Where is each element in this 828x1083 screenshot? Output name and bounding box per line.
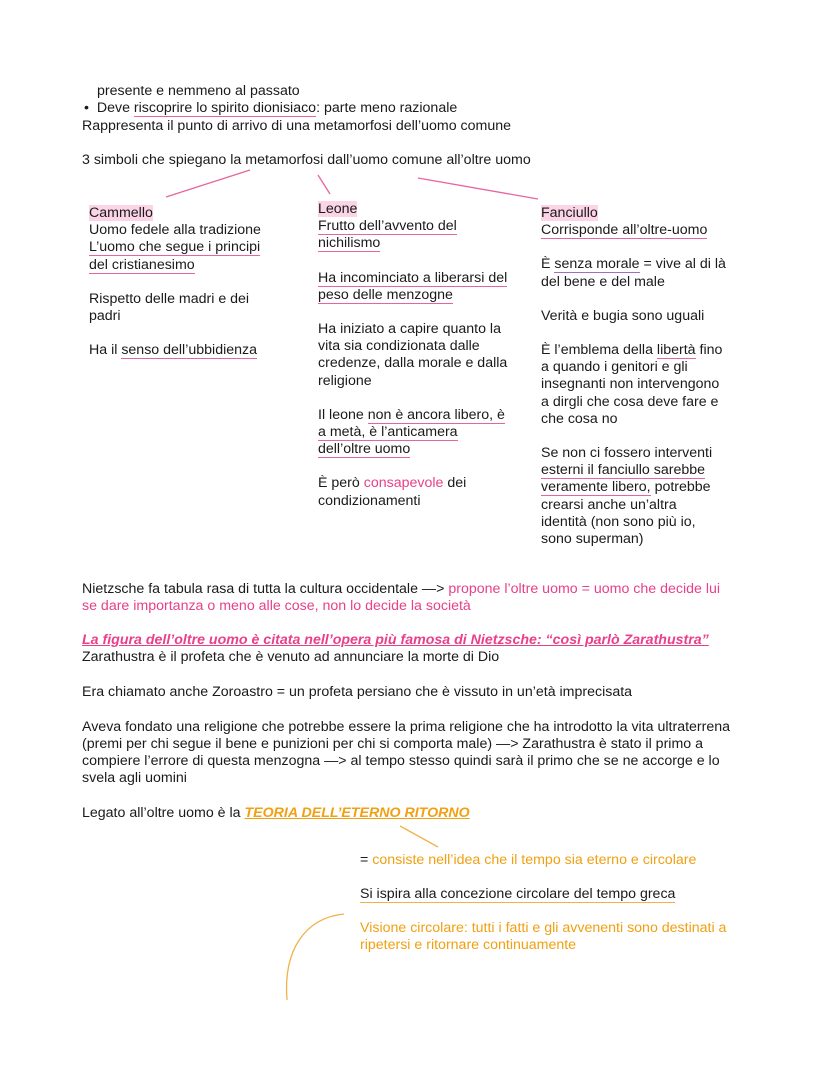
fanciullo-title: Fanciullo bbox=[541, 205, 598, 221]
cammello-column bbox=[89, 205, 261, 359]
fanciullo-l1: Corrisponde all’oltre-uomo bbox=[541, 222, 708, 239]
bullet-pre: Deve bbox=[96, 100, 134, 116]
leone-l6: vita sia condizionata dalle bbox=[318, 338, 480, 355]
zarathustra-heading: La figura dell’oltre uomo è citata nell’opera più famosa di Nietzsche: “così parlò Zarathustra” bbox=[82, 632, 709, 648]
leone-l3: Ha incominciato a liberarsi del bbox=[318, 269, 508, 286]
eterno-pre: Legato all’oltre uomo è la bbox=[82, 805, 245, 821]
fanciullo-l5b: libertà bbox=[656, 342, 696, 359]
fanciullo-l2c: = vive al di là bbox=[639, 256, 726, 273]
eterno-d4: ripetersi e ritornare continuamente bbox=[360, 937, 577, 953]
leone-title: Leone bbox=[318, 201, 358, 217]
leone-l1: Frutto dell’avvento del bbox=[318, 218, 457, 235]
bullet-post: : parte meno razionale bbox=[316, 100, 458, 116]
fanciullo-l3: del bene e del male bbox=[541, 273, 665, 290]
tabula-l1b: propone l’oltre uomo = uomo che decide lui bbox=[448, 581, 721, 597]
bullet-underlined: riscoprire lo spirito dionisiaco bbox=[133, 100, 317, 116]
zarathustra-l2: Era chiamato anche Zoroastro = un profeta persiano che è vissuto in un’età imprecisata bbox=[82, 684, 633, 700]
fanciullo-l6: a quando i genitori e gli bbox=[541, 359, 688, 376]
fanciullo-l2b: senza morale bbox=[554, 256, 640, 273]
fanciullo-l5a: È l’emblema della bbox=[541, 342, 657, 359]
fanciullo-l14: identità (non sono più io, bbox=[541, 513, 696, 530]
leone-l11: dell’oltre uomo bbox=[318, 441, 411, 458]
intro-line3: Rappresenta il punto di arrivo di una metamorfosi dell’uomo comune bbox=[82, 118, 512, 134]
intro-line1: presente e nemmeno al passato bbox=[97, 83, 300, 99]
eterno-d3: Visione circolare: tutti i fatti e gli avvenenti sono destinati a bbox=[360, 920, 727, 936]
cammello-l6a: Ha il bbox=[89, 342, 122, 359]
cammello-l5: padri bbox=[89, 308, 121, 325]
leone-l12c: dei bbox=[443, 475, 467, 492]
leone-l8: religione bbox=[318, 372, 372, 389]
leone-l4: peso delle menzogne bbox=[318, 286, 453, 303]
leone-l13: condizionamenti bbox=[318, 492, 421, 509]
intro-bullet bbox=[84, 100, 457, 117]
fanciullo-l13: crearsi anche un’altra bbox=[541, 496, 677, 513]
leone-l7: credenze, dalla morale e dalla bbox=[318, 355, 508, 372]
fanciullo-l8: a dirgli che cosa deve fare e bbox=[541, 393, 719, 410]
line-eterno-arrow bbox=[400, 826, 438, 847]
line-to-cammello bbox=[166, 170, 250, 197]
leone-l5: Ha iniziato a capire quanto la bbox=[318, 321, 501, 338]
fanciullo-l4: Verità e bugia sono uguali bbox=[541, 307, 705, 324]
eterno-d2-text: Si ispira alla concezione circolare del tempo greca bbox=[360, 886, 676, 902]
cammello-l2: L’uomo che segue i principi bbox=[89, 239, 261, 256]
leone-l2: nichilismo bbox=[318, 235, 381, 252]
cammello-l1: Uomo fedele alla tradizione bbox=[89, 222, 261, 239]
leone-l9a: Il leone bbox=[318, 406, 368, 423]
tabula-line2: se dare importanza o meno alle cose, non lo decide la società bbox=[82, 598, 471, 614]
leone-l12a: È però bbox=[318, 475, 364, 492]
zarathustra-l4: (premi per chi segue il bene e punizioni per chi si comporta male) —> Zarathustra è stato il primo a bbox=[82, 736, 703, 752]
leone-l10: a metà, è l’anticamera bbox=[318, 424, 458, 441]
cammello-l3: del cristianesimo bbox=[89, 256, 195, 273]
symbols-line: 3 simboli che spiegano la metamorfosi dall’uomo comune all’oltre uomo bbox=[82, 152, 531, 168]
curve-eterno bbox=[287, 914, 344, 1000]
eterno-d1b: consiste nell’idea che il tempo sia eterno e circolare bbox=[372, 852, 697, 868]
fanciullo-column bbox=[541, 205, 726, 548]
cammello-title: Cammello bbox=[89, 205, 153, 221]
line-to-fanciullo bbox=[418, 178, 538, 199]
zarathustra-l6: svela agli uomini bbox=[82, 770, 187, 786]
fanciullo-l15: sono superman) bbox=[541, 531, 644, 548]
fanciullo-l9: che cosa no bbox=[541, 410, 618, 427]
cammello-l4: Rispetto delle madri e dei bbox=[89, 290, 250, 307]
cammello-l6b: senso dell’ubbidienza bbox=[121, 342, 257, 359]
zarathustra-l1: Zarathustra è il profeta che è venuto ad annunciare la morte di Dio bbox=[82, 649, 500, 665]
fanciullo-l10: Se non ci fossero interventi bbox=[541, 445, 713, 462]
bullet-symbol: • bbox=[84, 100, 89, 116]
tabula-line1 bbox=[82, 581, 720, 598]
eterno-heading: TEORIA DELL’ETERNO RITORNO bbox=[244, 805, 470, 821]
fanciullo-l12b: potrebbe bbox=[650, 479, 711, 496]
tabula-l1a: Nietzsche fa tabula rasa di tutta la cultura occidentale —> bbox=[82, 581, 449, 597]
fanciullo-l11: esterni il fanciullo sarebbe bbox=[541, 462, 706, 479]
leone-l12b: consapevole bbox=[363, 475, 444, 492]
zarathustra-l5: compiere l’errore di questa menzogna —> al tempo stesso quindi sarà il primo che se ne accorge e lo bbox=[82, 753, 720, 769]
leone-l9b: non è ancora libero, è bbox=[367, 406, 505, 423]
fanciullo-l2a: È bbox=[541, 256, 555, 273]
leone-column bbox=[318, 201, 507, 510]
eterno-d1 bbox=[360, 852, 696, 869]
eterno-d1a: = bbox=[360, 852, 373, 868]
line-to-leone bbox=[318, 175, 330, 194]
fanciullo-l5c: fino bbox=[695, 342, 723, 359]
eterno-d2 bbox=[360, 886, 675, 903]
eterno-line bbox=[82, 805, 470, 822]
fanciullo-l12a: veramente libero, bbox=[541, 479, 651, 496]
fanciullo-l7: insegnanti non intervengono bbox=[541, 376, 720, 393]
zarathustra-l3: Aveva fondato una religione che potrebbe essere la prima religione che ha introdotto la vita ultraterrena bbox=[82, 719, 731, 735]
